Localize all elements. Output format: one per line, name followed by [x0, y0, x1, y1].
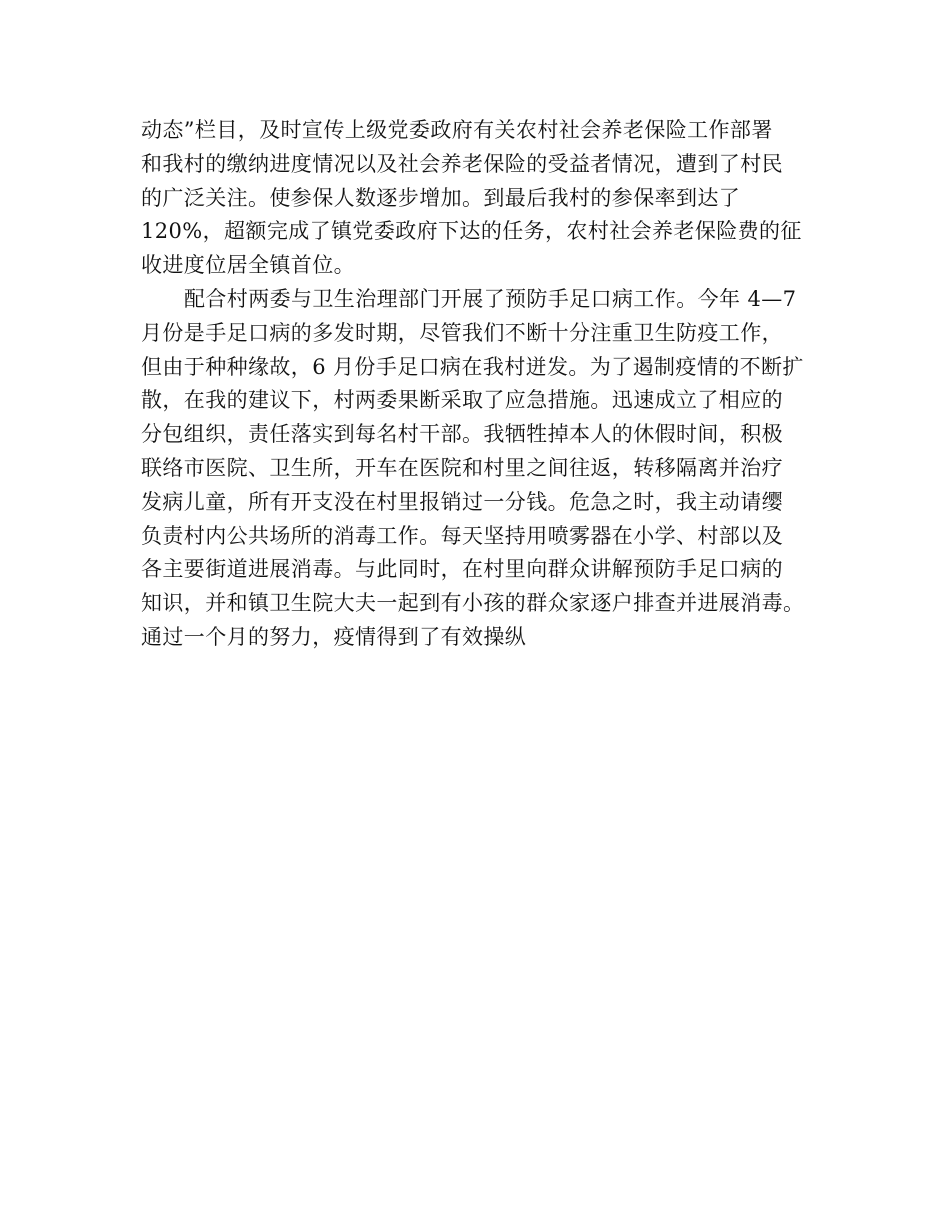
text-line: 知识，并和镇卫生院大夫一起到有小孩的群众家逐户排查并进展消毒。 [141, 591, 805, 616]
text-line: 分包组织，责任落实到每名村干部。我牺牲掉本人的休假时间，积极 [141, 422, 783, 447]
text-line: 和我村的缴纳进度情况以及社会养老保险的受益者情况，遭到了村民 [141, 151, 783, 176]
body-text [141, 114, 821, 655]
text-line: 各主要街道进展消毒。与此同时，在村里向群众讲解预防手足口病的 [141, 557, 783, 582]
text-line: 但由于种种缘故，6 月份手足口病在我村迸发。为了遏制疫情的不断扩 [141, 354, 804, 379]
text-line: 负责村内公共场所的消毒工作。每天坚持用喷雾器在小学、村部以及 [141, 523, 783, 548]
text-line: 收进度位居全镇首位。 [141, 253, 355, 278]
paragraph-first-line: 配合村两委与卫生治理部门开展了预防手足口病工作。今年 4—7 [184, 286, 797, 311]
text-line: 的广泛关注。使参保人数逐步增加。到最后我村的参保率到达了 [141, 185, 741, 210]
text-line: 散，在我的建议下，村两委果断采取了应急措施。迅速成立了相应的 [141, 388, 783, 413]
text-line: 动态”栏目，及时宣传上级党委政府有关农村社会养老保险工作部署 [141, 118, 773, 142]
text-line: 月份是手足口病的多发时期，尽管我们不断十分注重卫生防疫工作， [141, 320, 783, 345]
text-line: 联络市医院、卫生所，开车在医院和村里之间往返，转移隔离并治疗 [141, 455, 783, 480]
text-line: 发病儿童，所有开支没在村里报销过一分钱。危急之时，我主动请缨 [141, 489, 783, 514]
text-line: 通过一个月的努力，疫情得到了有效操纵 [141, 624, 527, 649]
text-line: 120%，超额完成了镇党委政府下达的任务，农村社会养老保险费的征 [141, 219, 802, 244]
